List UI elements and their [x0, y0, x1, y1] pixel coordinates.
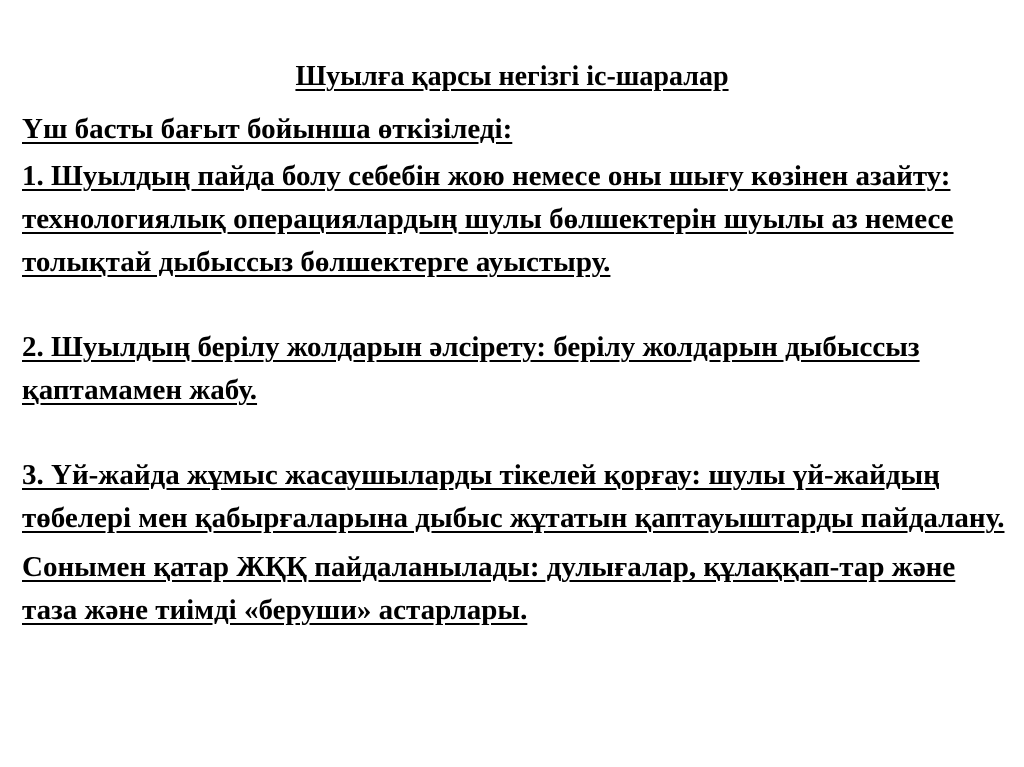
point-2: 2. Шуылдың берілу жолдарын әлсірету: берілу жолдарын дыбыссыз қаптамамен жабу.	[22, 331, 920, 406]
intro-text: Үш басты бағыт бойынша өткізіледі:	[22, 113, 513, 145]
spacer	[22, 284, 1007, 326]
slide-body	[22, 108, 1007, 632]
point-1: 1. Шуылдың пайда болу себебін жою немесе оны шығу көзінен азайту: технологиялық операциялардың шулы бөлшектерін шуылы аз немесе толықтай дыбыссыз бөлшектерге ауыстыру.	[22, 160, 954, 278]
point-3: 3. Үй-жайда жұмыс жасаушыларды тікелей қорғау: шулы үй-жайдың төбелері мен қабырғаларына дыбыс жұтатын қаптауыштарды пайдалану.	[22, 459, 1005, 534]
slide-title: Шуылға қарсы негізгі іс-шаралар	[295, 61, 729, 92]
spacer	[22, 412, 1007, 454]
closing-text: Сонымен қатар ЖҚҚ пайдаланылады: дулығалар, құлаққап-тар және таза және тиімді «беруши» астарлары.	[22, 551, 956, 626]
